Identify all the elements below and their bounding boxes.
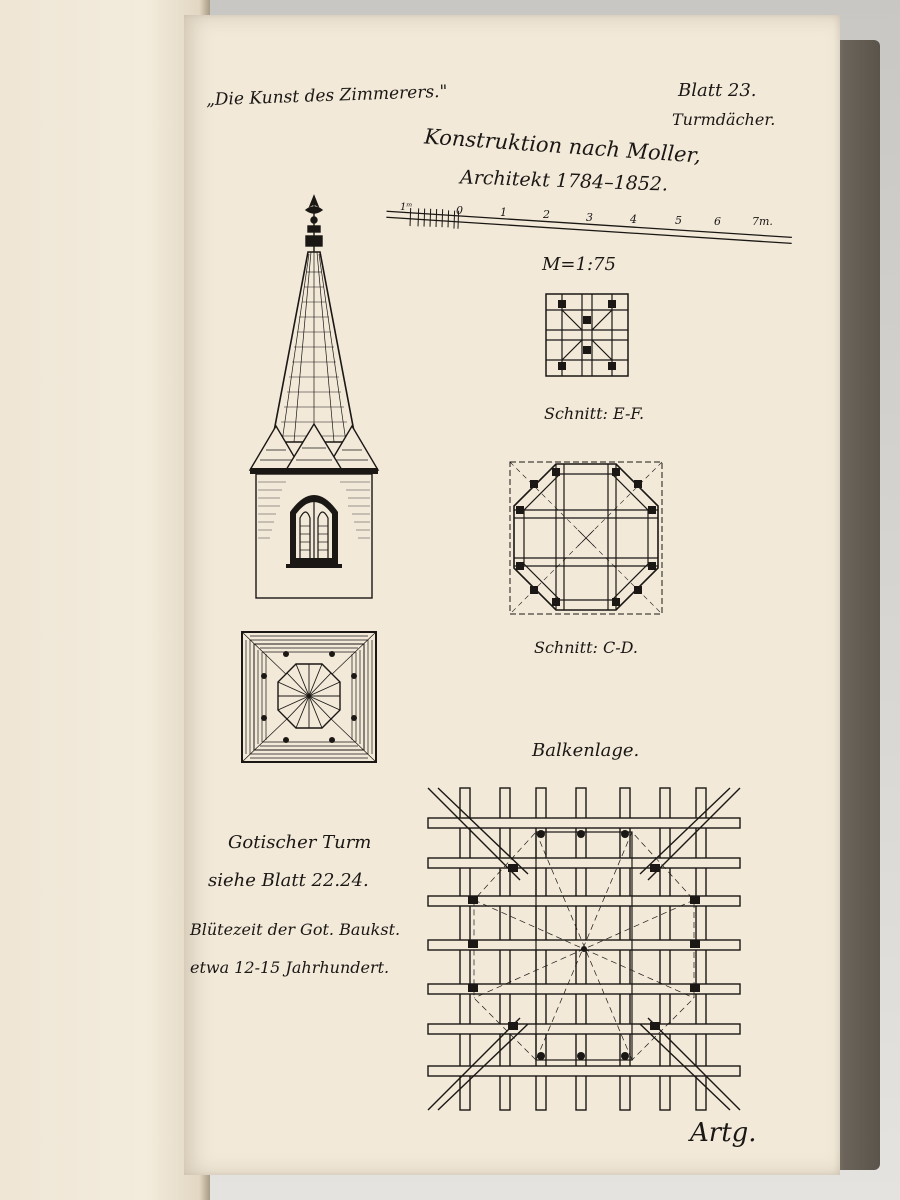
note-gothic-tower: Gotischer Turm xyxy=(228,832,372,853)
scale-label-0: 0 xyxy=(456,204,463,217)
section-ef-label: Schnitt: E-F. xyxy=(544,404,645,423)
section-cd-label: Schnitt: C-D. xyxy=(534,638,638,657)
note-century: etwa 12-15 Jahrhundert. xyxy=(190,958,390,977)
sheet-number: Blatt 23. xyxy=(678,80,757,101)
section-ef-drawing xyxy=(544,292,630,378)
architect-line: Architekt 1784–1852. xyxy=(459,166,669,196)
scale-label-1: 1 xyxy=(500,206,507,219)
tower-plan-drawing xyxy=(240,630,378,764)
tower-elevation-drawing xyxy=(246,192,382,602)
note-bloom-period: Blütezeit der Got. Baukst. xyxy=(190,920,401,939)
book-title: „Die Kunst des Zimmerers." xyxy=(205,81,448,111)
scale-label-1m: 1ᵐ xyxy=(400,202,413,213)
scale-bar xyxy=(380,200,800,260)
left-page xyxy=(0,0,210,1200)
section-cd-drawing xyxy=(508,458,664,616)
note-see-sheet: siehe Blatt 22.24. xyxy=(208,870,369,891)
subject-title: Turmdächer. xyxy=(672,110,776,129)
scale-label-2: 2 xyxy=(543,208,550,221)
scale-label-6: 6 xyxy=(714,215,721,228)
scale-ratio: M=1:75 xyxy=(542,254,616,275)
beam-layout-drawing xyxy=(424,784,744,1114)
scale-label-7m: 7m. xyxy=(752,215,773,228)
scale-label-5: 5 xyxy=(675,214,682,227)
construction-line: Konstruktion nach Moller, xyxy=(423,124,702,168)
beam-layout-label: Balkenlage. xyxy=(532,740,640,761)
scale-label-3: 3 xyxy=(586,211,593,224)
scale-label-4: 4 xyxy=(630,213,637,226)
signature: Artg. xyxy=(690,1118,757,1148)
